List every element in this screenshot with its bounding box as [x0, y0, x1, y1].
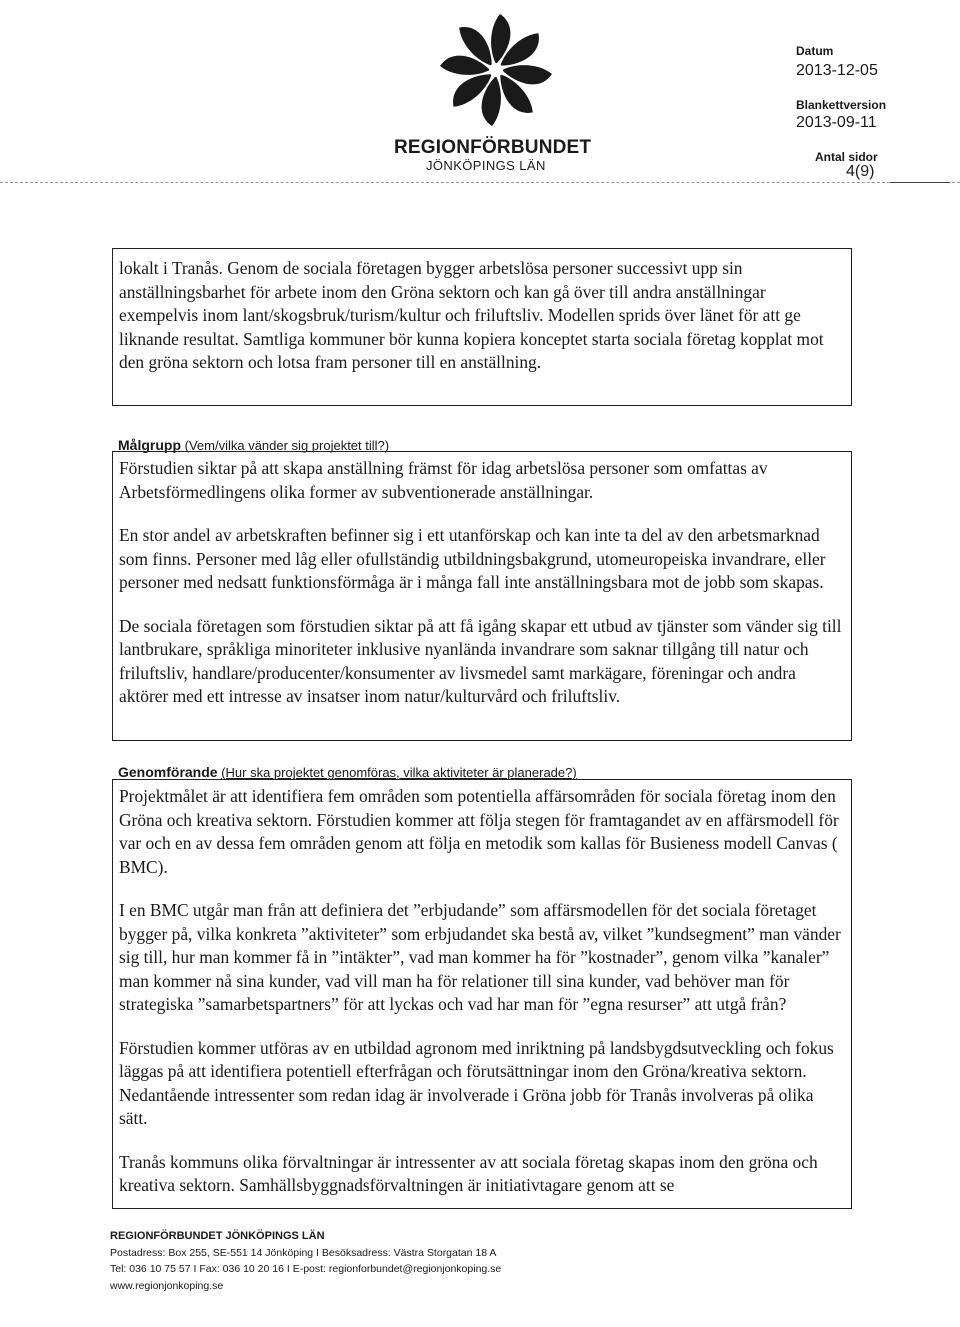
header-divider — [0, 182, 960, 183]
footer-address: Postadress: Box 255, SE-551 14 Jönköping I Besöksadress: Västra Storgatan 18 A — [110, 1246, 497, 1259]
genomforande-paragraph: Förstudien kommer utföras av en utbildad agronom med inriktning på landsbygdsutveckling och fokus läggas på att identifiera potentiell efterfrågan och förutsättningar inom den Gröna/kreativa sektorn. Nedantående intressenter som redan idag är involverade i Gröna jobb för Tranås involveras på olika sätt. — [119, 1037, 834, 1128]
footer-website: www.regionjonkoping.se — [110, 1279, 224, 1292]
malgrupp-text-box — [112, 451, 852, 741]
genomforande-title: Genomförande — [118, 764, 218, 780]
intro-text-box — [112, 248, 852, 406]
org-subtitle: JÖNKÖPINGS LÄN — [426, 158, 546, 173]
malgrupp-subtitle: (Vem/vilka vänder sig projektet till?) — [184, 438, 390, 453]
org-name: REGIONFÖRBUNDET — [394, 137, 592, 158]
intro-paragraph: lokalt i Tranås. Genom de sociala företagen bygger arbetslösa personer successivt upp sin anställningsbarhet för arbete inom den Gröna sektorn och kan gå över till andra anställningar exempelvis inom lant/skogsbruk/turism/kultur och friluftsliv. Modellen sprids över länet för att ge liknande resultat. Samtliga kommuner bör kunna kopiera konceptet starta sociala företag kopplat mot den gröna sektorn och lotsa fram personer till en anställning. — [119, 258, 824, 372]
date-label: Datum — [796, 44, 834, 58]
date-value: 2013-12-05 — [796, 62, 878, 79]
header-divider-accent — [890, 182, 950, 183]
page-count-value: 4(9) — [846, 163, 875, 180]
footer-org-name: REGIONFÖRBUNDET JÖNKÖPINGS LÄN — [110, 1230, 325, 1242]
genomforande-heading — [118, 764, 577, 780]
genomforande-text-box — [112, 779, 852, 1209]
genomforande-paragraph: Tranås kommuns olika förvaltningar är intressenter av att sociala företag skapas inom den gröna och kreativa sektorn. Samhällsbyggnadsförvaltningen är initiativtagare genom att se — [119, 1151, 818, 1195]
form-version-label: Blankettversion — [796, 98, 887, 112]
footer-contact: Tel: 036 10 75 57 I Fax: 036 10 20 16 I E-post: regionforbundet@regionjonkoping.se — [110, 1263, 502, 1275]
malgrupp-paragraph: De sociala företagen som förstudien siktar på att få igång skapar ett utbud av tjänster som vänder sig till lantbrukare, språkliga minoriteter inklusive nyanlända invandrare som saknar tillgång till natur och friluftsliv, handlare/producenter/konsumenter av livsmedel samt markägare, föreningar och andra aktörer med ett intresse av insatser inom natur/kulturvård och friluftsliv. — [119, 615, 842, 706]
page-footer — [110, 1228, 501, 1294]
malgrupp-title: Målgrupp — [118, 437, 181, 453]
malgrupp-paragraph: En stor andel av arbetskraften befinner sig i ett utanförskap och kan inte ta del av den arbetsmarknad som finns. Personer med låg eller ofullständig utbildningsbakgrund, utomeuropeiska invandrare, eller personer med nedsatt funktionsförmåga är i många fall inte anställningsbara mot de jobb som skapas. — [119, 525, 826, 592]
page-count-label: Antal sidor — [815, 150, 878, 164]
genomforande-paragraph: Projektmålet är att identifiera fem områden som potentiella affärsområden för sociala företag inom den Gröna och kreativa sektorn. Förstudien kommer att följa stegen för framtagandet av en affärsmodell för var och en av dessa fem områden genom att följa en metodik som kallas för Busieness modell Canvas ( BMC). — [119, 786, 839, 877]
form-version-value: 2013-09-11 — [796, 114, 877, 131]
genomforande-subtitle: (Hur ska projektet genomföras, vilka aktiviteter är planerade?) — [221, 765, 577, 780]
malgrupp-paragraph: Förstudien siktar på att skapa anställning främst för idag arbetslösa personer som omfattas av Arbetsförmedlingens olika former av subventionerade anställningar. — [119, 458, 768, 502]
genomforande-paragraph: I en BMC utgår man från att definiera det ”erbjudande” som affärsmodellen för det sociala företaget bygger på, vilka konkreta ”aktiviteter” som erbjudandet ska bestå av, vilket ”kundsegment” man vänder sig till, hur man kommer få in ”intäkter”, vad man kommer ha för ”kostnader”, genom vilka ”kanaler” man kommer nå sina kunder, vad vill man ha för relationer till sina kunder, vad behöver man för strategiska ”samarbetspartners” för att lyckas och vad har man för ”egna resurser” att utgå från? — [119, 900, 841, 1014]
regionforbundet-flower-logo-icon — [436, 10, 556, 130]
